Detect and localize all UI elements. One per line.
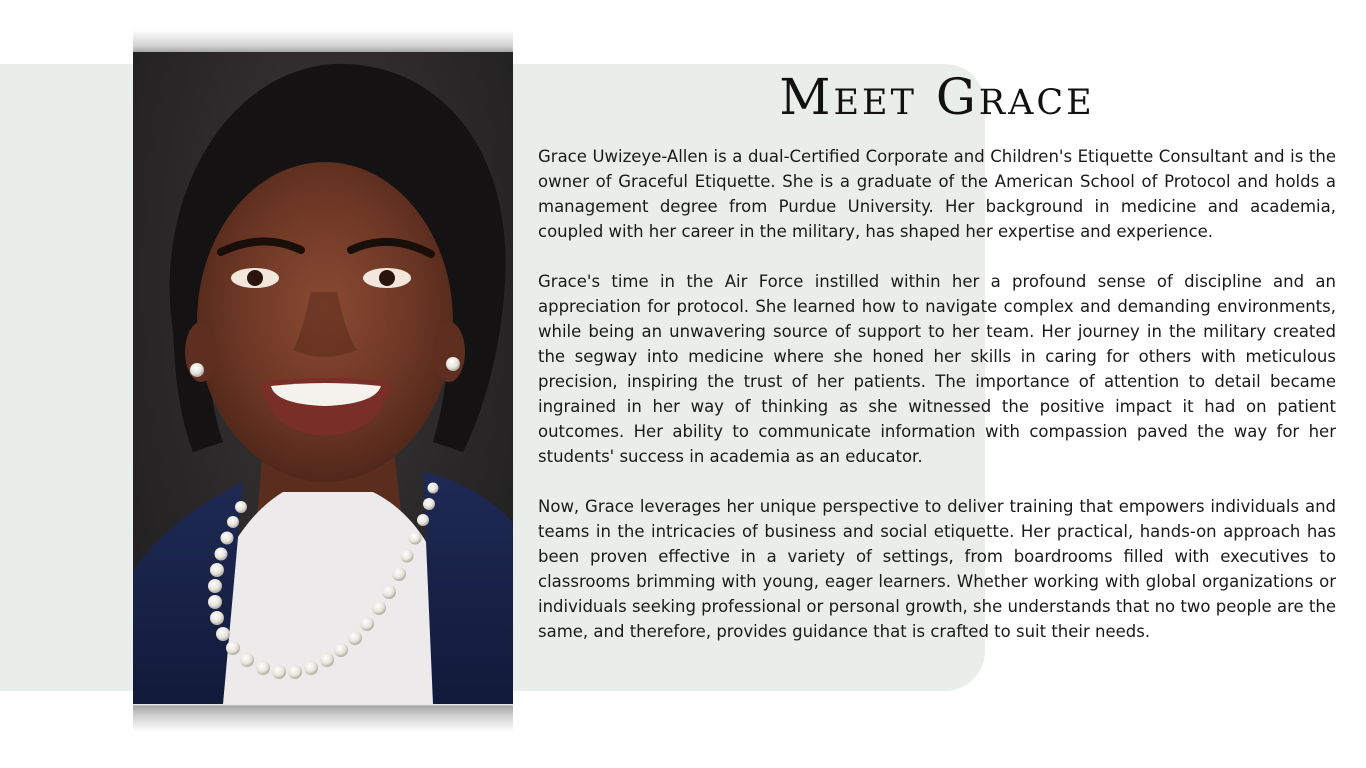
bio-paragraph-1: Grace Uwizeye-Allen is a dual-Certified Corporate and Children's Etiquette Consultant and is the owner of Graceful Etiquette. She is a graduate of the American School of Protocol and holds a management degree from Purdue University. Her background in medicine and academia, coupled with her career in the military, has shaped her expertise and experience.: [538, 147, 1336, 241]
page-title: Meet Grace: [779, 68, 1095, 126]
bio-paragraph-3: Now, Grace leverages her unique perspective to deliver training that empowers individuals and teams in the intricacies of business and social etiquette. Her practical, hands-on approach has been proven effective in a variety of settings, from boardrooms filled with executives to classrooms brimming with young, eager learners. Whether working with global organizations or individuals seeking professional or personal growth, she understands that no two people are the same, and therefore, provides guidance that is crafted to suit their needs.: [538, 497, 1336, 641]
bio-text: [538, 144, 1336, 644]
bio-paragraph-2: Grace's time in the Air Force instilled within her a profound sense of discipline and an appreciation for protocol. She learned how to navigate complex and demanding environments, while being an unwavering source of support to her team. Her journey in the military created the segway into medicine where she honed her skills in caring for others with meticulous precision, inspiring the trust of her patients. The importance of attention to detail became ingrained in her way of thinking as she witnessed the positive impact it had on patient outcomes. Her ability to communicate information with compassion paved the way for her students' success in academia as an educator.: [538, 272, 1336, 466]
portrait-photo: [133, 52, 513, 704]
